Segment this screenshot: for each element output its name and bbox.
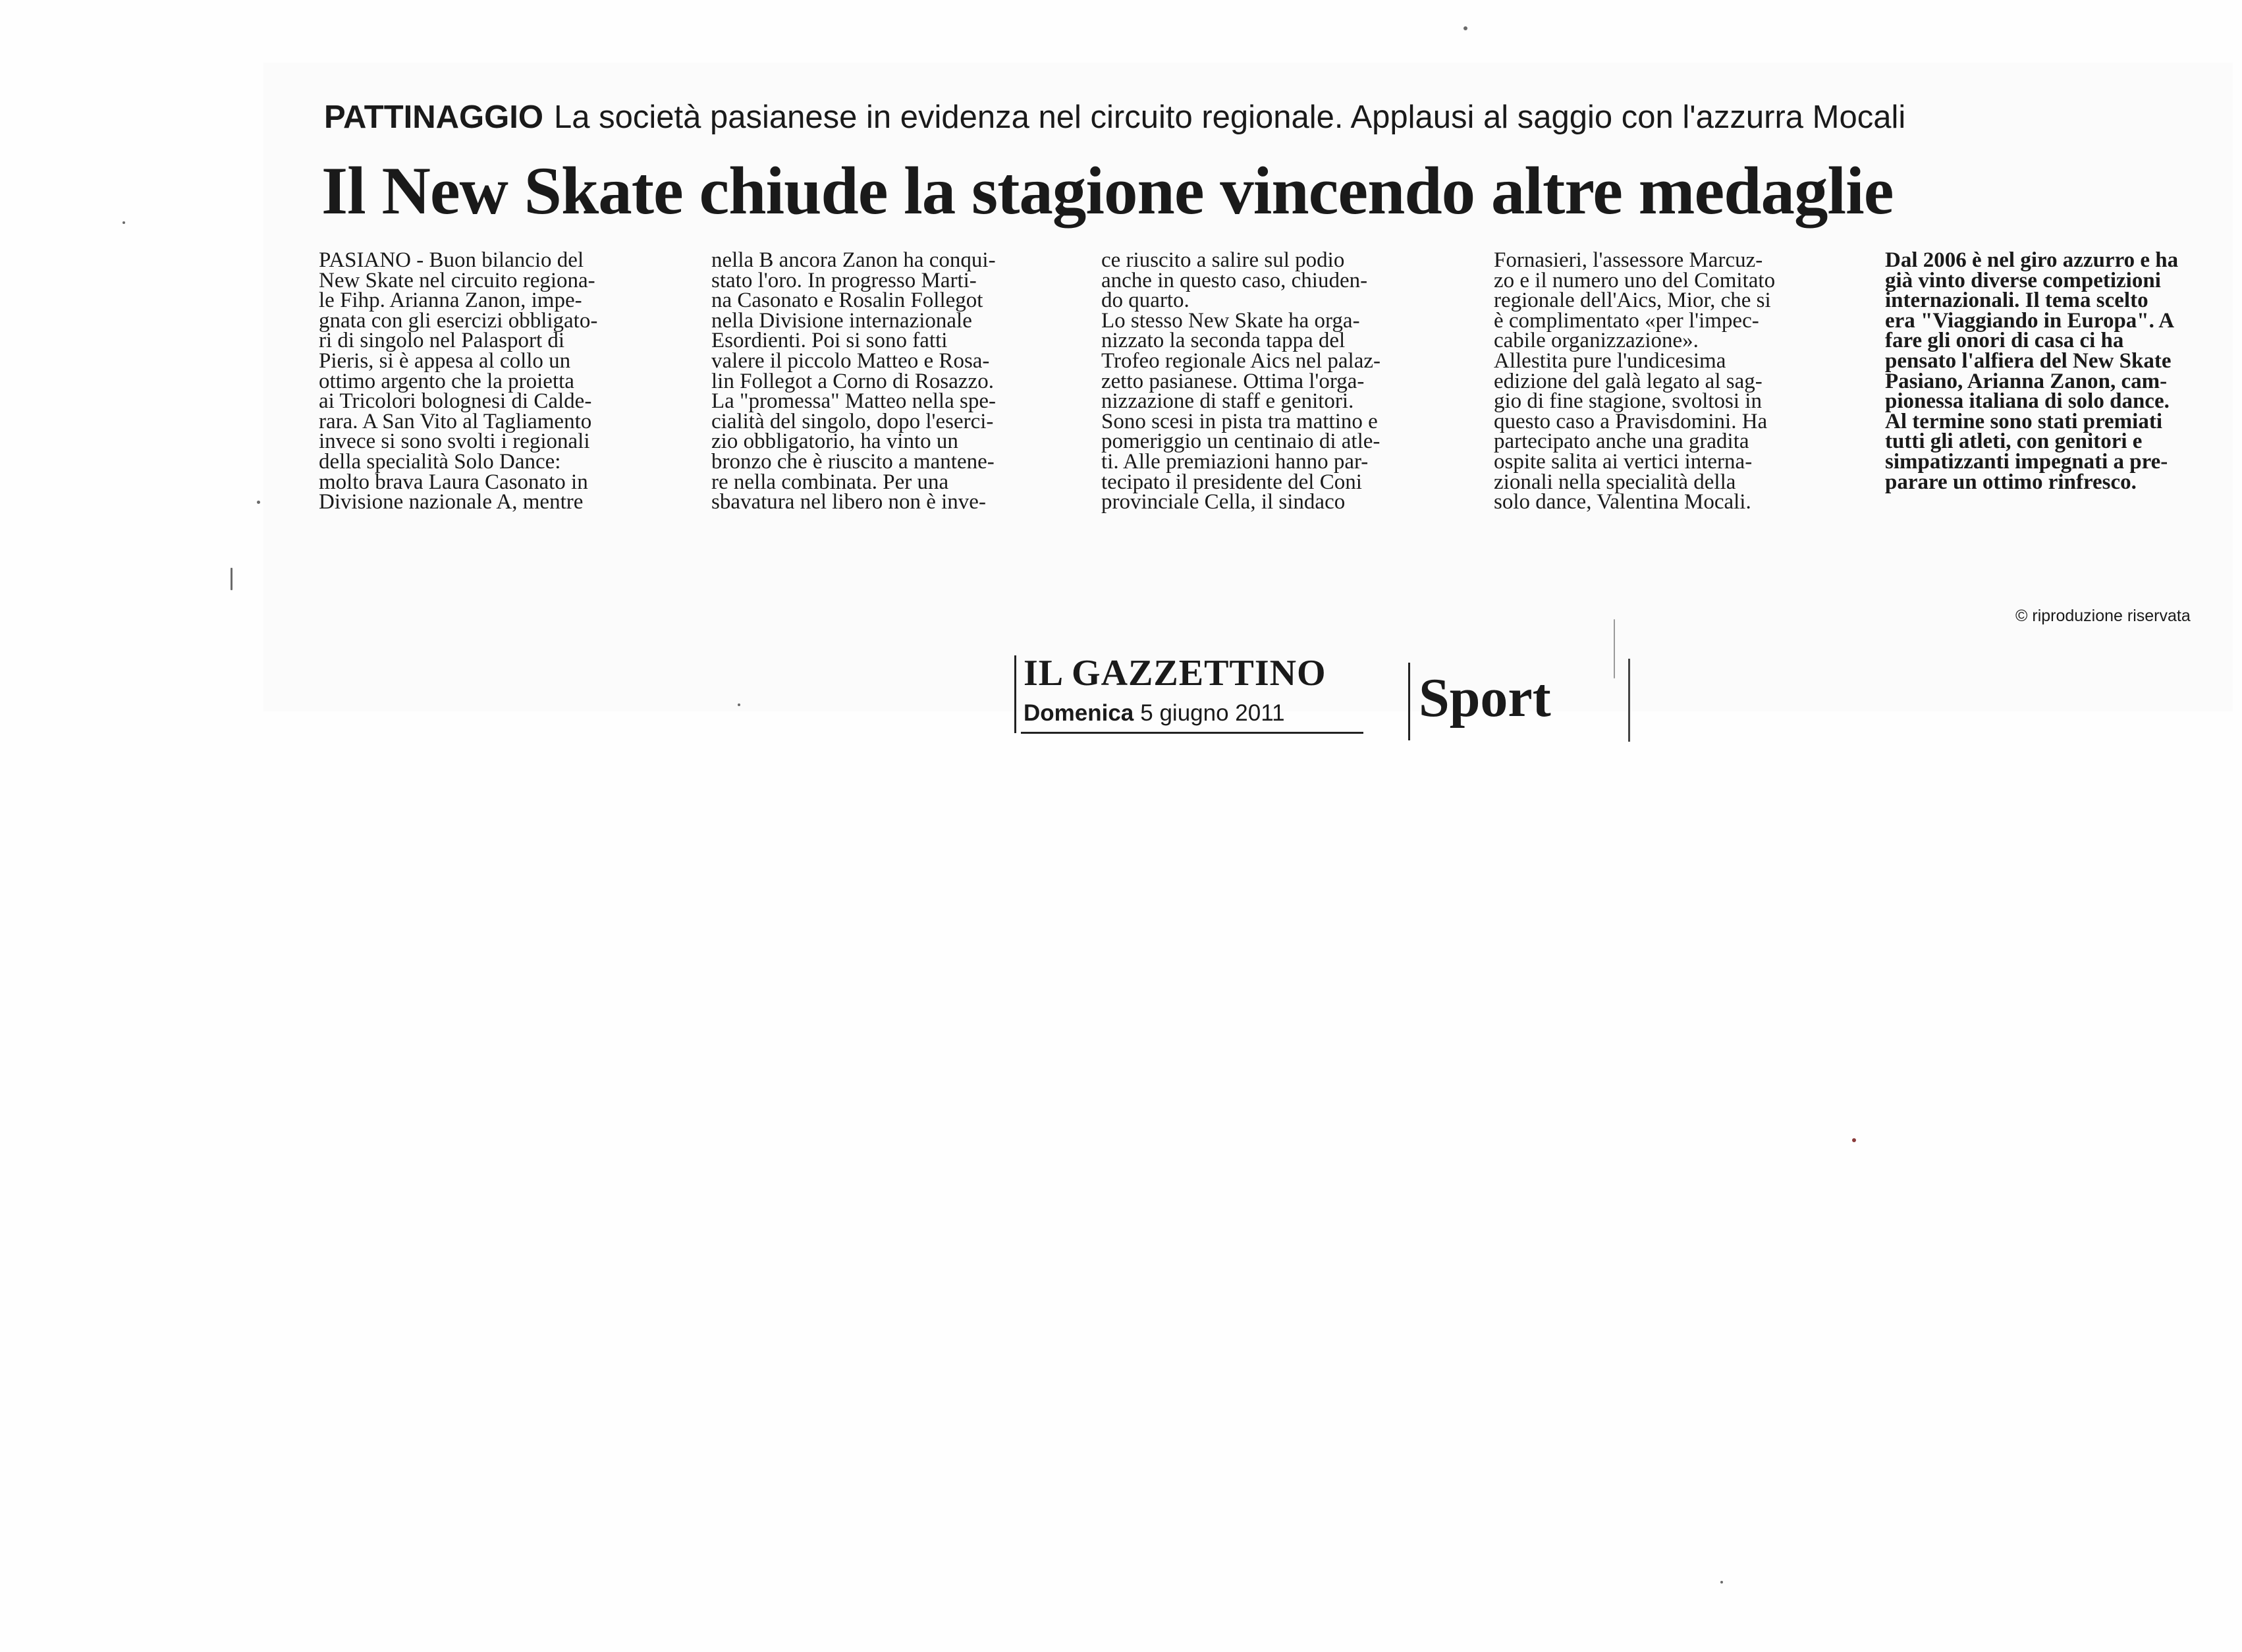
article-line: Divisione nazionale A, mentre xyxy=(319,490,584,514)
article-line: già vinto diverse competizioni xyxy=(1885,268,2161,292)
article-line: Pasiano, Arianna Zanon, cam- xyxy=(1885,369,2168,393)
article-line: invece si sono svolti i regionali xyxy=(319,429,590,454)
article-line: è complimentato «per l'impec- xyxy=(1494,308,1759,333)
article-headline: Il New Skate chiude la stagione vincendo altre medaglie xyxy=(321,153,1894,229)
article-line: ottimo argento che la proietta xyxy=(319,369,574,393)
article-line: Trofeo regionale Aics nel palaz- xyxy=(1101,348,1381,373)
scan-speck xyxy=(123,221,125,224)
article-line: Fornasieri, l'assessore Marcuz- xyxy=(1494,248,1763,272)
article-line: ti. Alle premiazioni hanno par- xyxy=(1101,449,1369,474)
copyright-notice: © riproduzione riservata xyxy=(2015,607,2191,625)
article-line: do quarto. xyxy=(1101,289,1189,313)
article-line: nella Divisione internazionale xyxy=(711,308,972,333)
article-line: gnata con gli esercizi obbligato- xyxy=(319,308,598,333)
article-column-2 xyxy=(711,250,996,512)
article-line: fare gli onori di casa ci ha xyxy=(1885,329,2124,353)
publication-day: Domenica xyxy=(1024,700,1134,726)
article-line: della specialità Solo Dance: xyxy=(319,449,561,474)
article-line: questo caso a Pravisdomini. Ha xyxy=(1494,409,1768,433)
article-line: Allestita pure l'undicesima xyxy=(1494,348,1726,373)
scan-speck xyxy=(1720,1581,1723,1583)
article-line: tutti gli atleti, con genitori e xyxy=(1885,429,2143,454)
article-line: na Casonato e Rosalin Follegot xyxy=(711,289,983,313)
article-line: nizzato la seconda tappa del xyxy=(1101,329,1346,353)
kicker-text: La società pasianese in evidenza nel circuito regionale. Applausi al saggio con l'azzurra Mocali xyxy=(554,99,1906,135)
article-line: provinciale Cella, il sindaco xyxy=(1101,490,1346,514)
article-line: rara. A San Vito al Tagliamento xyxy=(319,409,592,433)
article-line: sbavatura nel libero non è inve- xyxy=(711,490,986,514)
masthead xyxy=(1014,652,1370,739)
article-line: gio di fine stagione, svoltosi in xyxy=(1494,389,1762,414)
scan-speck xyxy=(1614,619,1615,678)
article-line: solo dance, Valentina Mocali. xyxy=(1494,490,1751,514)
scan-speck xyxy=(1463,26,1467,30)
article-line: era "Viaggiando in Europa". A xyxy=(1885,308,2175,333)
article-line: tecipato il presidente del Coni xyxy=(1101,470,1362,494)
article-line: pomeriggio un centinaio di atle- xyxy=(1101,429,1381,454)
publication-date xyxy=(1024,697,1285,730)
article-line: ce riuscito a salire sul podio xyxy=(1101,248,1345,272)
article-line: nizzazione di staff e genitori. xyxy=(1101,389,1354,414)
article-line: internazionali. Il tema scelto xyxy=(1885,289,2148,313)
article-line: zionali nella specialità della xyxy=(1494,470,1736,494)
article-line: Lo stesso New Skate ha orga- xyxy=(1101,308,1360,333)
section-left-rule xyxy=(1408,663,1410,740)
section-tag xyxy=(1408,659,1645,744)
section-label: Sport xyxy=(1419,667,1551,729)
publication-date-text: 5 giugno 2011 xyxy=(1140,700,1285,726)
article-line: New Skate nel circuito regiona- xyxy=(319,268,595,292)
scan-speck xyxy=(1852,1138,1856,1142)
article-line: Al termine sono stati premiati xyxy=(1885,409,2162,433)
article-line: cialità del singolo, dopo l'eserci- xyxy=(711,409,994,433)
article-line: ospite salita ai vertici interna- xyxy=(1494,449,1753,474)
article-line: Sono scesi in pista tra mattino e xyxy=(1101,409,1378,433)
article-line: molto brava Laura Casonato in xyxy=(319,470,588,494)
article-line: Esordienti. Poi si sono fatti xyxy=(711,329,948,353)
article-line: bronzo che è riuscito a mantene- xyxy=(711,449,995,474)
article-line: edizione del galà legato al sag- xyxy=(1494,369,1763,393)
scan-speck xyxy=(231,568,232,590)
article-line: PASIANO - Buon bilancio del xyxy=(319,248,584,272)
article-line: zo e il numero uno del Comitato xyxy=(1494,268,1776,292)
article-line: simpatizzanti impegnati a pre- xyxy=(1885,449,2168,474)
masthead-left-rule xyxy=(1014,655,1016,733)
article-column-1 xyxy=(319,250,597,512)
article-line: re nella combinata. Per una xyxy=(711,470,949,494)
article-line: anche in questo caso, chiuden- xyxy=(1101,268,1368,292)
article-line: ai Tricolori bolognesi di Calde- xyxy=(319,389,592,414)
article-line: pionessa italiana di solo dance. xyxy=(1885,389,2170,414)
article-line: ri di singolo nel Palasport di xyxy=(319,329,565,353)
article-kicker xyxy=(324,84,2234,150)
article-line: regionale dell'Aics, Mior, che si xyxy=(1494,289,1771,313)
article-line: La "promessa" Matteo nella spe- xyxy=(711,389,996,414)
article-line: zio obbligatorio, ha vinto un xyxy=(711,429,958,454)
article-line: Dal 2006 è nel giro azzurro e ha xyxy=(1885,248,2179,272)
masthead-bottom-rule xyxy=(1021,732,1363,734)
article-line: le Fihp. Arianna Zanon, impe- xyxy=(319,289,582,313)
article-line: nella B ancora Zanon ha conqui- xyxy=(711,248,996,272)
scan-speck xyxy=(257,501,260,504)
article-line: cabile organizzazione». xyxy=(1494,329,1699,353)
newspaper-name: IL GAZZETTINO xyxy=(1024,653,1326,694)
article-line: valere il piccolo Matteo e Rosa- xyxy=(711,348,990,373)
article-column-3 xyxy=(1101,250,1381,512)
article-line: lin Follegot a Corno di Rosazzo. xyxy=(711,369,994,393)
article-line: stato l'oro. In progresso Marti- xyxy=(711,268,977,292)
article-line: partecipato anche una gradita xyxy=(1494,429,1749,454)
article-column-5 xyxy=(1885,250,2178,492)
kicker-label: PATTINAGGIO xyxy=(324,99,543,135)
article-line: zetto pasianese. Ottima l'orga- xyxy=(1101,369,1365,393)
article-line: Pieris, si è appesa al collo un xyxy=(319,348,571,373)
section-right-rule xyxy=(1628,659,1630,742)
article-line: pensato l'alfiera del New Skate xyxy=(1885,348,2172,373)
article-column-4 xyxy=(1494,250,1775,512)
article-line: parare un ottimo rinfresco. xyxy=(1885,470,2137,494)
scan-speck xyxy=(738,703,740,706)
